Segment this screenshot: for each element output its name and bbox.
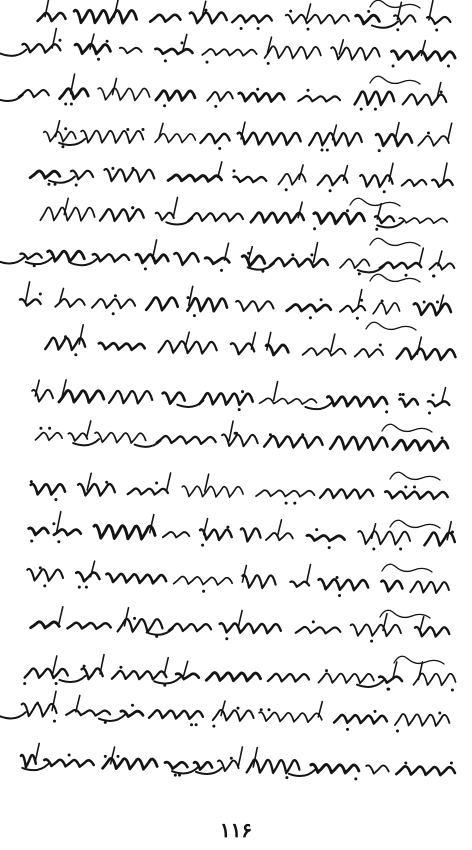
marginal-note (370, 0, 420, 8)
marginal-note (370, 76, 420, 84)
manuscript-line (30, 162, 453, 193)
marginal-note (390, 520, 440, 528)
manuscript-line (31, 607, 450, 643)
marginal-note (394, 656, 444, 664)
manuscript-line (0, 29, 455, 68)
manuscript-line (0, 74, 446, 111)
manuscript-line (20, 282, 451, 320)
manuscript-line (30, 473, 448, 505)
manuscript-line (44, 121, 452, 152)
manuscript-line (32, 380, 449, 415)
marginal-note (390, 472, 440, 480)
manuscript-line (21, 743, 455, 780)
manuscript-line (29, 512, 455, 551)
manuscript-line (38, 0, 451, 32)
manuscript-line (0, 691, 449, 732)
manuscript-line (23, 655, 455, 692)
marginal-note (370, 238, 420, 246)
marginal-note (382, 564, 432, 572)
marginal-note (382, 424, 432, 432)
marginal-note (350, 198, 400, 206)
manuscript-line (45, 325, 455, 360)
page-number: ۱۱۶ (219, 818, 253, 842)
marginal-note (366, 322, 416, 330)
marginal-note (370, 274, 420, 282)
manuscript-line (0, 240, 454, 278)
